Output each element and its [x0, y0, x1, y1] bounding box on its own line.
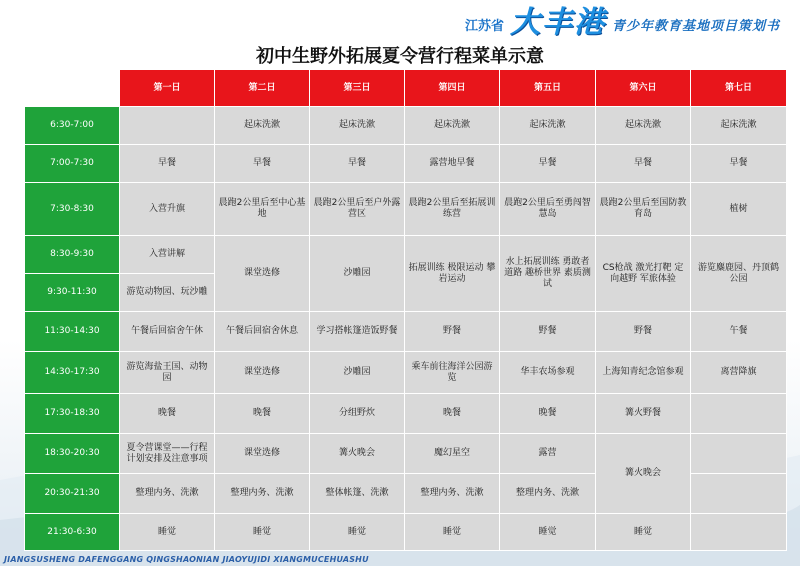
- schedule-cell: 沙雕园: [310, 236, 405, 312]
- schedule-cell: 野餐: [405, 312, 500, 352]
- time-slot: 6:30-7:00: [25, 107, 120, 145]
- page-title: 初中生野外拓展夏令营行程菜单示意: [256, 46, 544, 67]
- schedule-cell: 起床洗漱: [215, 107, 310, 145]
- day-header: 第一日: [120, 70, 215, 107]
- time-slot: 14:30-17:30: [25, 352, 120, 394]
- schedule-cell: 午餐后回宿舍午休: [120, 312, 215, 352]
- schedule-cell: 野餐: [596, 312, 691, 352]
- header-subtitle: 青少年教育基地项目策划书: [611, 19, 780, 34]
- schedule-cell: 晨跑2公里后至户外露营区: [310, 183, 405, 236]
- schedule-cell: 早餐: [310, 145, 405, 183]
- schedule-cell: 魔幻星空: [405, 434, 500, 474]
- schedule-cell: 早餐: [215, 145, 310, 183]
- schedule-cell: 晚餐: [120, 394, 215, 434]
- schedule-cell: 篝火晚会: [596, 434, 691, 514]
- schedule-cell: 起床洗漱: [500, 107, 596, 145]
- table-row: [25, 514, 787, 551]
- schedule-cell: 早餐: [596, 145, 691, 183]
- schedule-cell: 睡觉: [405, 514, 500, 551]
- schedule-cell: 露营地早餐: [405, 145, 500, 183]
- day-header: 第七日: [691, 70, 787, 107]
- schedule-cell: [691, 394, 787, 434]
- schedule-cell: 游览动物园、玩沙雕: [120, 274, 215, 312]
- schedule-cell: 课堂选修: [215, 236, 310, 312]
- schedule-cell: 睡觉: [215, 514, 310, 551]
- schedule-cell: 篝火野餐: [596, 394, 691, 434]
- table-row: [25, 352, 787, 394]
- time-slot: 7:30-8:30: [25, 183, 120, 236]
- schedule-cell: 学习搭帐篷造饭野餐: [310, 312, 405, 352]
- time-slot: 9:30-11:30: [25, 274, 120, 312]
- schedule-cell: 早餐: [120, 145, 215, 183]
- schedule-cell: 睡觉: [120, 514, 215, 551]
- schedule-cell: 游览海盐王国、动物园: [120, 352, 215, 394]
- schedule-cell: 野餐: [500, 312, 596, 352]
- header-banner: [465, 6, 780, 40]
- schedule-cell: 拓展训练 极限运动 攀岩运动: [405, 236, 500, 312]
- time-slot: 20:30-21:30: [25, 474, 120, 514]
- day-header: 第二日: [215, 70, 310, 107]
- schedule-cell: 上海知青纪念馆参观: [596, 352, 691, 394]
- table-corner: [25, 70, 120, 107]
- table-row: [25, 236, 787, 274]
- schedule-cell: 睡觉: [596, 514, 691, 551]
- schedule-cell: CS枪战 激光打靶 定向越野 军旅体验: [596, 236, 691, 312]
- schedule-table: [24, 69, 787, 551]
- schedule-cell: 整理内务、洗漱: [405, 474, 500, 514]
- schedule-cell: 篝火晚会: [310, 434, 405, 474]
- schedule-cell: 晚餐: [215, 394, 310, 434]
- schedule-cell: 夏令营课堂——行程计划安排及注意事项: [120, 434, 215, 474]
- schedule-cell: 午餐后回宿舍休息: [215, 312, 310, 352]
- schedule-cell: 整理内务、洗漱: [215, 474, 310, 514]
- day-header: 第五日: [500, 70, 596, 107]
- day-header-row: [25, 70, 787, 107]
- table-row: [25, 394, 787, 434]
- schedule-cell: 起床洗漱: [310, 107, 405, 145]
- time-slot: 11:30-14:30: [25, 312, 120, 352]
- schedule-cell: 晚餐: [500, 394, 596, 434]
- time-slot: 7:00-7:30: [25, 145, 120, 183]
- time-slot: 18:30-20:30: [25, 434, 120, 474]
- schedule-cell: [691, 514, 787, 551]
- schedule-cell: 睡觉: [310, 514, 405, 551]
- schedule-cell: 早餐: [500, 145, 596, 183]
- header-brand-logo: 大丰港: [509, 5, 606, 40]
- schedule-cell: 晨跑2公里后至拓展训练营: [405, 183, 500, 236]
- schedule-cell: [691, 474, 787, 514]
- schedule-cell: 入营升旗: [120, 183, 215, 236]
- schedule-cell: 课堂选修: [215, 434, 310, 474]
- schedule-cell: [120, 107, 215, 145]
- table-row: [25, 434, 787, 474]
- schedule-cell: 植树: [691, 183, 787, 236]
- table-row: [25, 183, 787, 236]
- schedule-cell: 乘车前往海洋公园游览: [405, 352, 500, 394]
- day-header: 第六日: [596, 70, 691, 107]
- schedule-cell: 游览麋鹿园、丹顶鹤公园: [691, 236, 787, 312]
- schedule-cell: 晨跑2公里后至中心基地: [215, 183, 310, 236]
- schedule-cell: 早餐: [691, 145, 787, 183]
- schedule-cell: [691, 434, 787, 474]
- table-row: [25, 145, 787, 183]
- schedule-cell: 整理内务、洗漱: [120, 474, 215, 514]
- table-row: [25, 312, 787, 352]
- schedule-cell: 晨跑2公里后至国防教育岛: [596, 183, 691, 236]
- schedule-cell: 分组野炊: [310, 394, 405, 434]
- time-slot: 21:30-6:30: [25, 514, 120, 551]
- schedule-cell: 课堂选修: [215, 352, 310, 394]
- schedule-cell: 起床洗漱: [405, 107, 500, 145]
- time-slot: 8:30-9:30: [25, 236, 120, 274]
- schedule-cell: 离营降旗: [691, 352, 787, 394]
- schedule-cell: 晚餐: [405, 394, 500, 434]
- schedule-cell: 华丰农场参观: [500, 352, 596, 394]
- header-province: 江苏省: [464, 19, 504, 34]
- schedule-cell: 露营: [500, 434, 596, 474]
- footer-pinyin: JIANGSUSHENG DAFENGGANG QINGSHAONIAN JIAOYUJIDI XIANGMUCEHUASHU: [4, 555, 369, 564]
- schedule-cell: 整体帐篷、洗漱: [310, 474, 405, 514]
- schedule-cell: 水上拓展训练 勇敢者道路 趣桥世界 素质测试: [500, 236, 596, 312]
- schedule-cell: 入营讲解: [120, 236, 215, 274]
- table-row: [25, 107, 787, 145]
- schedule-cell: 晨跑2公里后至勇闯智慧岛: [500, 183, 596, 236]
- time-slot: 17:30-18:30: [25, 394, 120, 434]
- schedule-cell: 睡觉: [500, 514, 596, 551]
- schedule-cell: 整理内务、洗漱: [500, 474, 596, 514]
- day-header: 第三日: [310, 70, 405, 107]
- schedule-cell: 沙雕园: [310, 352, 405, 394]
- schedule-cell: 午餐: [691, 312, 787, 352]
- schedule-cell: 起床洗漱: [691, 107, 787, 145]
- day-header: 第四日: [405, 70, 500, 107]
- schedule-cell: 起床洗漱: [596, 107, 691, 145]
